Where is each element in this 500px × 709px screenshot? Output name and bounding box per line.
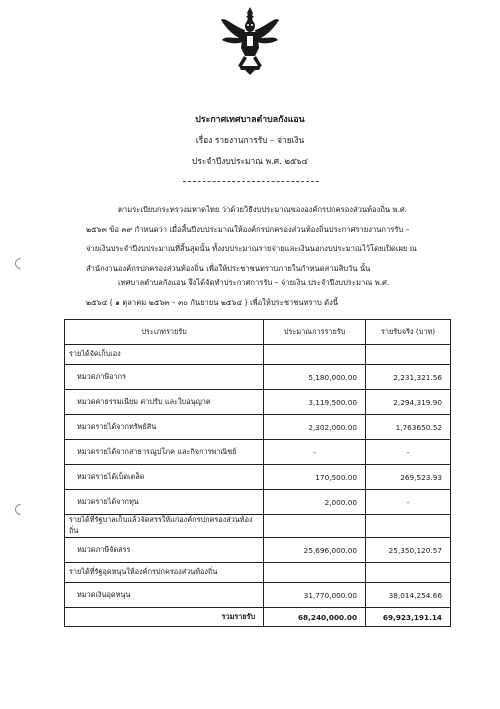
table-row (65, 538, 451, 563)
column-header: รายรับจริง (บาท) (366, 320, 451, 345)
column-header: ประเภทรายรับ (65, 320, 264, 345)
total-row (65, 608, 451, 627)
paragraph-line: ๒๕๖๔ ( ๑ ตุลาคม ๒๕๖๓ – ๓๐ กันยายน ๒๕๖๔ ) เพื่อให้ประชาชนทราบ ดังนี้ (86, 297, 339, 307)
table-row (65, 515, 451, 538)
estimate-cell: 5,180,000.00 (264, 365, 366, 390)
estimate-cell: - (264, 440, 366, 465)
estimate-cell: 170,500.00 (264, 465, 366, 490)
actual-cell: 38,014,254.66 (366, 583, 451, 608)
announcement-subject: เรื่อง รายงานการรับ – จ่ายเงิน (195, 135, 305, 145)
estimate-cell: 25,696,000.00 (264, 538, 366, 563)
actual-cell (366, 563, 451, 583)
row-label: หมวดภาษีอากร (65, 365, 264, 390)
paragraph-line: เทศบาลตำบลกังแอน จึงได้จัดทำประกาศการรับ – จ่ายเงิน ประจำปีงบประมาณ พ.ศ. (118, 278, 390, 287)
row-label: หมวดรายได้จากทรัพย์สิน (65, 415, 264, 440)
actual-cell: - (366, 440, 451, 465)
row-label: หมวดรายได้เบ็ดเตล็ด (65, 465, 264, 490)
row-label: หมวดภาษีจัดสรร (65, 538, 264, 563)
garuda-emblem (219, 6, 281, 76)
row-label: รายได้ที่รัฐอุดหนุนให้องค์กรปกครองส่วนท้องถิ่น (65, 563, 264, 583)
actual-cell: 25,350,120.57 (366, 538, 451, 563)
table-row (65, 490, 451, 515)
table-row (65, 415, 451, 440)
table-row (65, 390, 451, 415)
table-row (65, 465, 451, 490)
estimate-cell: 2,302,000.00 (264, 415, 366, 440)
announcement-title: ประกาศเทศบาลตำบลกังแอน (195, 115, 305, 125)
paragraph-line: ตามระเบียบกระทรวงมหาดไทย ว่าด้วยวิธีงบประมาณขององค์กรปกครองส่วนท้องถิ่น พ.ศ. (118, 205, 408, 214)
estimate-cell: 31,770,000.00 (264, 583, 366, 608)
row-label: รายได้ที่รัฐบาลเก็บแล้วจัดสรรให้แก่องค์กรปกครองส่วนท้องถิ่น (65, 515, 264, 538)
actual-cell: 2,231,321.56 (366, 365, 451, 390)
estimate-cell (264, 563, 366, 583)
row-label: หมวดเงินอุดหนุน (65, 583, 264, 608)
table-row (65, 583, 451, 608)
paragraph-line: จ่ายเงินประจำปีงบประมาณที่สิ้นสุดนั้น ทั้งงบประมาณรายจ่ายและเงินนอกงบประมาณไว้โดยเปิดเผย ณ (86, 244, 417, 254)
table-row (65, 345, 451, 365)
estimate-cell (264, 345, 366, 365)
table-row (65, 563, 451, 583)
actual-cell: 1,763650.52 (366, 415, 451, 440)
header-divider (183, 181, 319, 182)
estimate-cell: 2,000.00 (264, 490, 366, 515)
total-estimate: 68,240,000.00 (264, 608, 366, 627)
estimate-cell: 3,119,500.00 (264, 390, 366, 415)
actual-cell: 2,294,319.90 (366, 390, 451, 415)
row-label: หมวดรายได้จากทุน (65, 490, 264, 515)
column-header: ประมาณการรายรับ (264, 320, 366, 345)
table-header-row (65, 320, 451, 345)
actual-cell: 269,523.93 (366, 465, 451, 490)
actual-cell (366, 345, 451, 365)
table-row (65, 440, 451, 465)
fiscal-year-line: ประจำปีงบประมาณ พ.ศ. ๒๕๖๔ (192, 156, 308, 166)
row-label: รายได้จัดเก็บเอง (65, 345, 264, 365)
total-label: รวมรายรับ (65, 608, 264, 627)
actual-cell (366, 515, 451, 538)
revenue-table (64, 319, 451, 627)
row-label: หมวดค่าธรรมเนียม ค่าปรับ และใบอนุญาต (65, 390, 264, 415)
row-label: หมวดรายได้จากสาธารณูปโภค และกิจการพาณิชย์ (65, 440, 264, 465)
paragraph-regulation (86, 200, 481, 278)
total-actual: 69,923,191.14 (366, 608, 451, 627)
paragraph-line: สำนักงานองค์กรปกครองส่วนท้องถิ่น เพื่อให้ประชาชนทราบภายในกำหนดสามสิบวัน นั้น (86, 263, 371, 273)
table-row (65, 365, 451, 390)
estimate-cell (264, 515, 366, 538)
paragraph-announcement (86, 273, 481, 312)
actual-cell: - (366, 490, 451, 515)
hole-punch-mark (13, 502, 29, 518)
hole-punch-mark (13, 256, 29, 272)
paragraph-line: ๒๕๖๓ ข้อ ๓๙ กำหนดว่า เมื่อสิ้นปีงบประมาณให้องค์กรปกครองส่วนท้องถิ่นประกาศรายงานการรับ – (86, 224, 410, 234)
